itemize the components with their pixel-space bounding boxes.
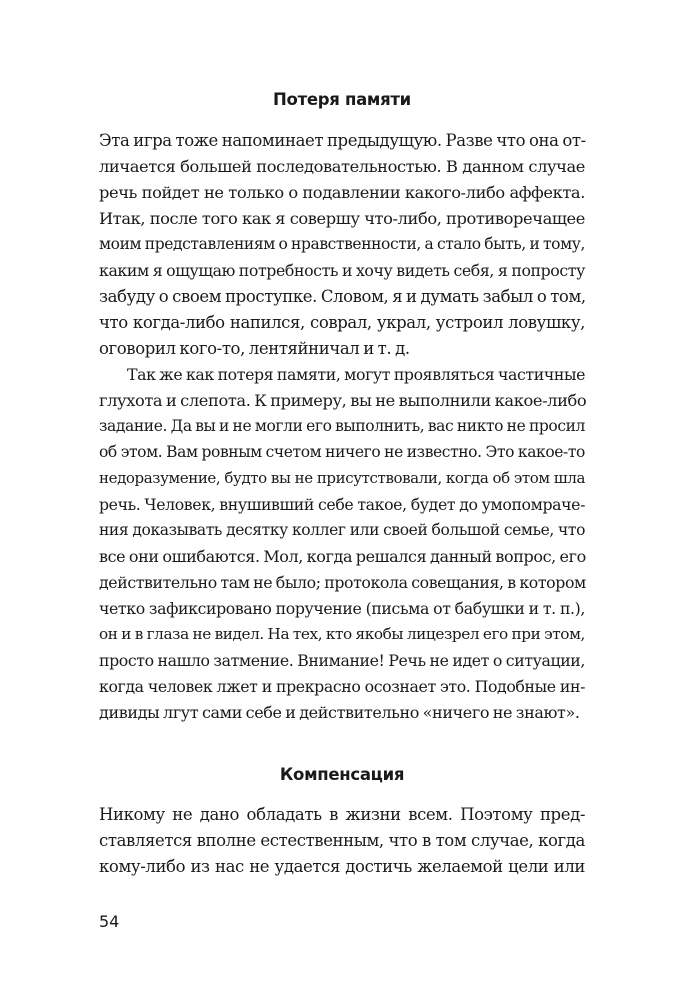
text-line: когда человек лжет и прекрасно осознает это. Подобные ин- [99, 677, 585, 696]
text-line: недоразумение, будто вы не присутствовали, когда об этом шла [99, 469, 585, 487]
text-line: каким я ощущаю потребность и хочу видеть себя, я попросту [99, 261, 585, 280]
text-line: что когда-либо напился, соврал, украл, устроил ловушку, [99, 313, 585, 332]
text-line: дивиды лгут сами себе и действительно «ничего не знают». [99, 703, 580, 722]
text-line: оговорил кого-то, лентяйничал и т. д. [99, 339, 410, 358]
text-line: все они ошибаются. Мол, когда решался данный вопрос, его [99, 547, 586, 566]
text-line: об этом. Вам ровным счетом ничего не известно. Это какое-то [99, 443, 585, 461]
text-line: ния доказывать десятку коллег или своей большой семье, что [99, 521, 585, 539]
text-line: Эта игра тоже напоминает предыдущую. Разве что она от- [99, 131, 586, 150]
text-line: речь пойдет не только о подавлении какого-либо аффекта. [99, 183, 585, 202]
text-line: Никому не дано обладать в жизни всем. Поэтому пред- [99, 805, 585, 824]
text-line: глухота и слепота. К примеру, вы не выполнили какое-либо [99, 391, 587, 410]
text-line: забуду о своем проступке. Словом, я и думать забыл о том, [99, 287, 586, 306]
text-line: четко зафиксировано поручение (письма от бабушки и т. п.), [99, 599, 585, 618]
book-page [99, 0, 585, 1000]
text-line: действительно там не было; протокола совещания, в котором [99, 573, 586, 592]
page-number: 54 [99, 912, 120, 931]
text-line: просто нашло затмение. Внимание! Речь не идет о ситуации, [99, 651, 585, 670]
text-line: задание. Да вы и не могли его выполнить, вас никто не просил [99, 417, 585, 435]
text-line: личается большей последовательностью. В данном случае [99, 157, 585, 176]
text-line: Так же как потеря памяти, могут проявляться частичные [127, 365, 585, 384]
text-line: речь. Человек, внушивший себе такое, будет до умопомраче- [99, 495, 585, 514]
text-line: он и в глаза не видел. На тех, кто якобы лицезрел его при этом, [99, 625, 585, 643]
section-heading-memory-loss: Потеря памяти [273, 90, 411, 109]
text-line: кому-либо из нас не удается достичь желаемой цели или [99, 857, 585, 876]
text-line: ставляется вполне естественным, что в том случае, когда [99, 831, 585, 850]
text-line: Итак, после того как я совершу что-либо, противоречащее [99, 209, 585, 228]
section-heading-compensation: Компенсация [279, 765, 405, 784]
text-line: моим представлениям о нравственности, а стало быть, и тому, [99, 235, 585, 253]
